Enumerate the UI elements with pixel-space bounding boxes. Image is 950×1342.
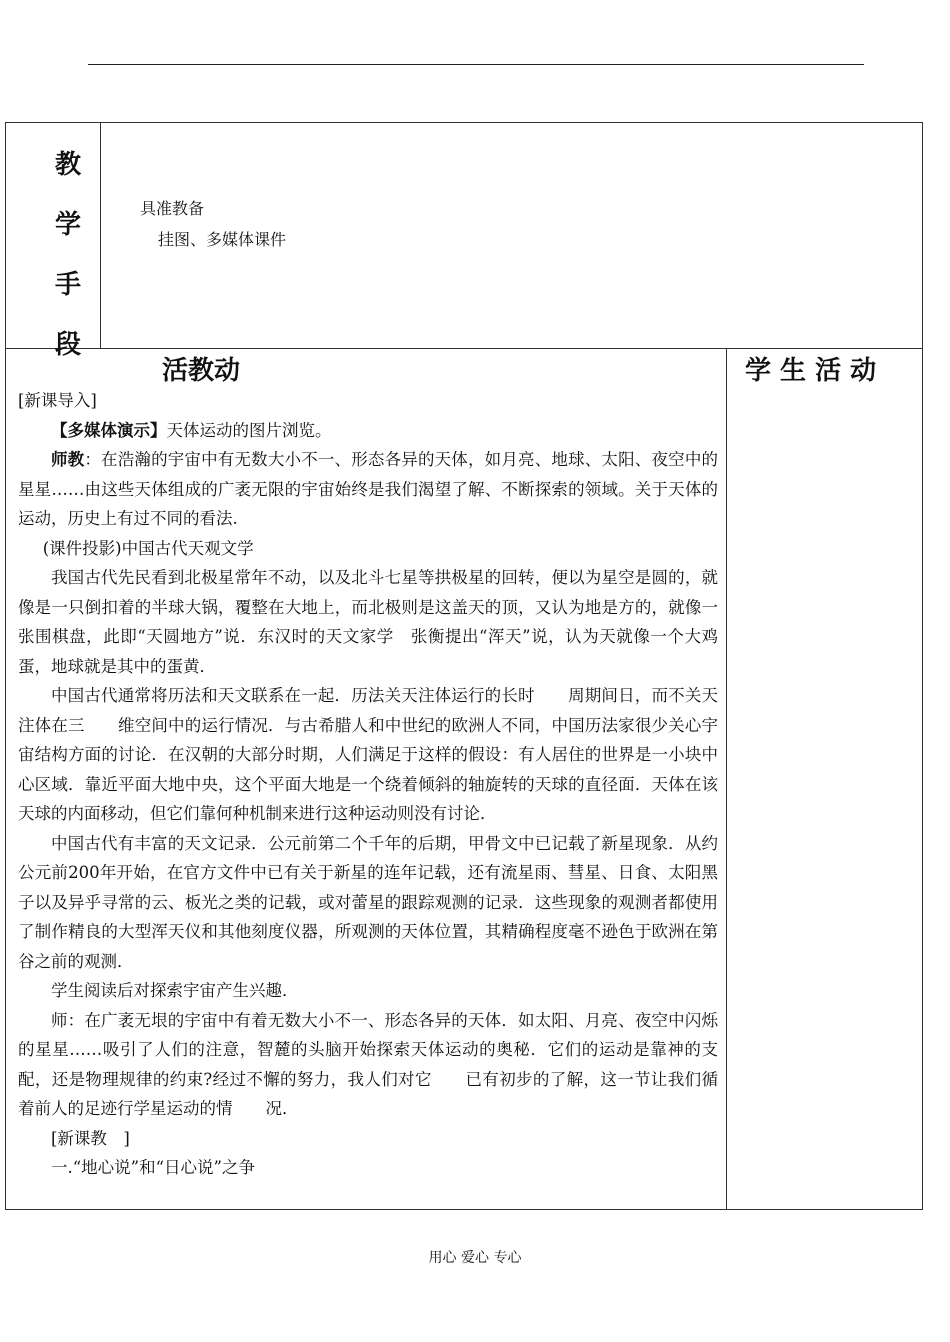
side-label-char: 学 bbox=[55, 210, 82, 240]
paragraph-text: 天体运动的图片浏览。 bbox=[166, 420, 332, 440]
bold-label: 【多媒体演示】 bbox=[51, 420, 167, 440]
section-divider bbox=[5, 348, 923, 349]
teaching-means-label bbox=[55, 152, 95, 392]
side-label-divider bbox=[100, 122, 101, 349]
section-label: [新课导入] bbox=[18, 391, 97, 410]
bold-label: 师教 bbox=[51, 450, 85, 469]
preparation-title: 具准教备 bbox=[140, 199, 205, 218]
paragraph bbox=[18, 416, 718, 446]
column-divider bbox=[726, 348, 727, 1210]
paragraph: 中国古代通常将历法和天文联系在一起．历法关天注体运行的长时 周期间日，而不关天注体在三 维空间中的运行情况．与古希腊人和中世纪的欧洲人不同，中国历法家很少关心宇宙结构方面的讨论．在汉朝的大部分时期，人们满足于这样的假设：有人居住的世界是一小块中心区域．靠近平面大地中央，这个平面大地是一个绕着倾斜的轴旋转的天球的直径面．天体在该天球的内面移动，但它们靠何种机制来进行这种运动则没有讨论． bbox=[18, 686, 718, 823]
section-heading: 一.“地心说”和“日心说”之争 bbox=[51, 1158, 255, 1177]
side-label-char: 段 bbox=[55, 330, 82, 360]
preparation-body: 挂图、多媒体课件 bbox=[158, 230, 287, 249]
paragraph: (课件投影)中国古代天观文学 bbox=[42, 538, 254, 558]
paragraph bbox=[18, 445, 718, 534]
side-label-char: 教 bbox=[55, 150, 82, 180]
header-rule bbox=[88, 64, 864, 65]
teacher-activity-heading: 活教动 bbox=[162, 356, 241, 386]
side-label-char: 手 bbox=[55, 270, 82, 300]
paragraph-text: ：在浩瀚的宇宙中有无数大小不一、形态各异的天体，如月亮、地球、太阳、夜空中的星星……由这些天体组成的广袤无限的宇宙始终是我们渴望了解、不断探索的领域。关于天体的运动，历史上有过不同的看法. bbox=[18, 450, 719, 528]
page-footer: 用心 爱心 专心 bbox=[428, 1250, 522, 1266]
student-activity-heading: 学 生 活 动 bbox=[745, 356, 877, 386]
section-label: [新课教 ] bbox=[51, 1128, 130, 1148]
paragraph: 中国古代有丰富的天文记录．公元前第二个千年的后期，甲骨文中已记载了新星现象．从约公元前200年开始，在官方文件中已有关于新星的连年记载，还有流星雨、彗星、日食、太阳黑子以及异乎寻常的云、板光之类的记载，或对蕾星的跟踪观测的记录．这些现象的观测者都使用了制作精良的大型浑天仪和其他刻度仪器，所观测的天体位置，其精确程度毫不逊色于欧洲在第谷之前的观测． bbox=[18, 833, 718, 971]
paragraph: 学生阅读后对探索宇宙产生兴趣． bbox=[51, 981, 299, 1000]
paragraph: 我国古代先民看到北极星常年不动，以及北斗七星等拱极星的回转，便以为星空是圆的，就像是一只倒扣着的半球大锅，覆整在大地上，而北极则是这盖天的顶，又认为地是方的，就像一张围棋盘，此即“天圆地方”说．东汉时的天文家学 张衡提出“浑天”说，认为天就像一个大鸡蛋，地球就是其中的蛋黄． bbox=[18, 568, 718, 676]
paragraph: 师：在广袤无垠的宇宙中有着无数大小不一、形态各异的天体．如太阳、月亮、夜空中闪烁的星星……吸引了人们的注意，智麓的头脑开始探索天体运动的奥秘．它们的运动是靠神的支配，还是物理规律的约束?经过不懈的努力，我人们对它 已有初步的了解，这一节让我们循着前人的足迹行学星运动的情 况． bbox=[18, 1010, 718, 1118]
lesson-content bbox=[18, 386, 718, 1183]
